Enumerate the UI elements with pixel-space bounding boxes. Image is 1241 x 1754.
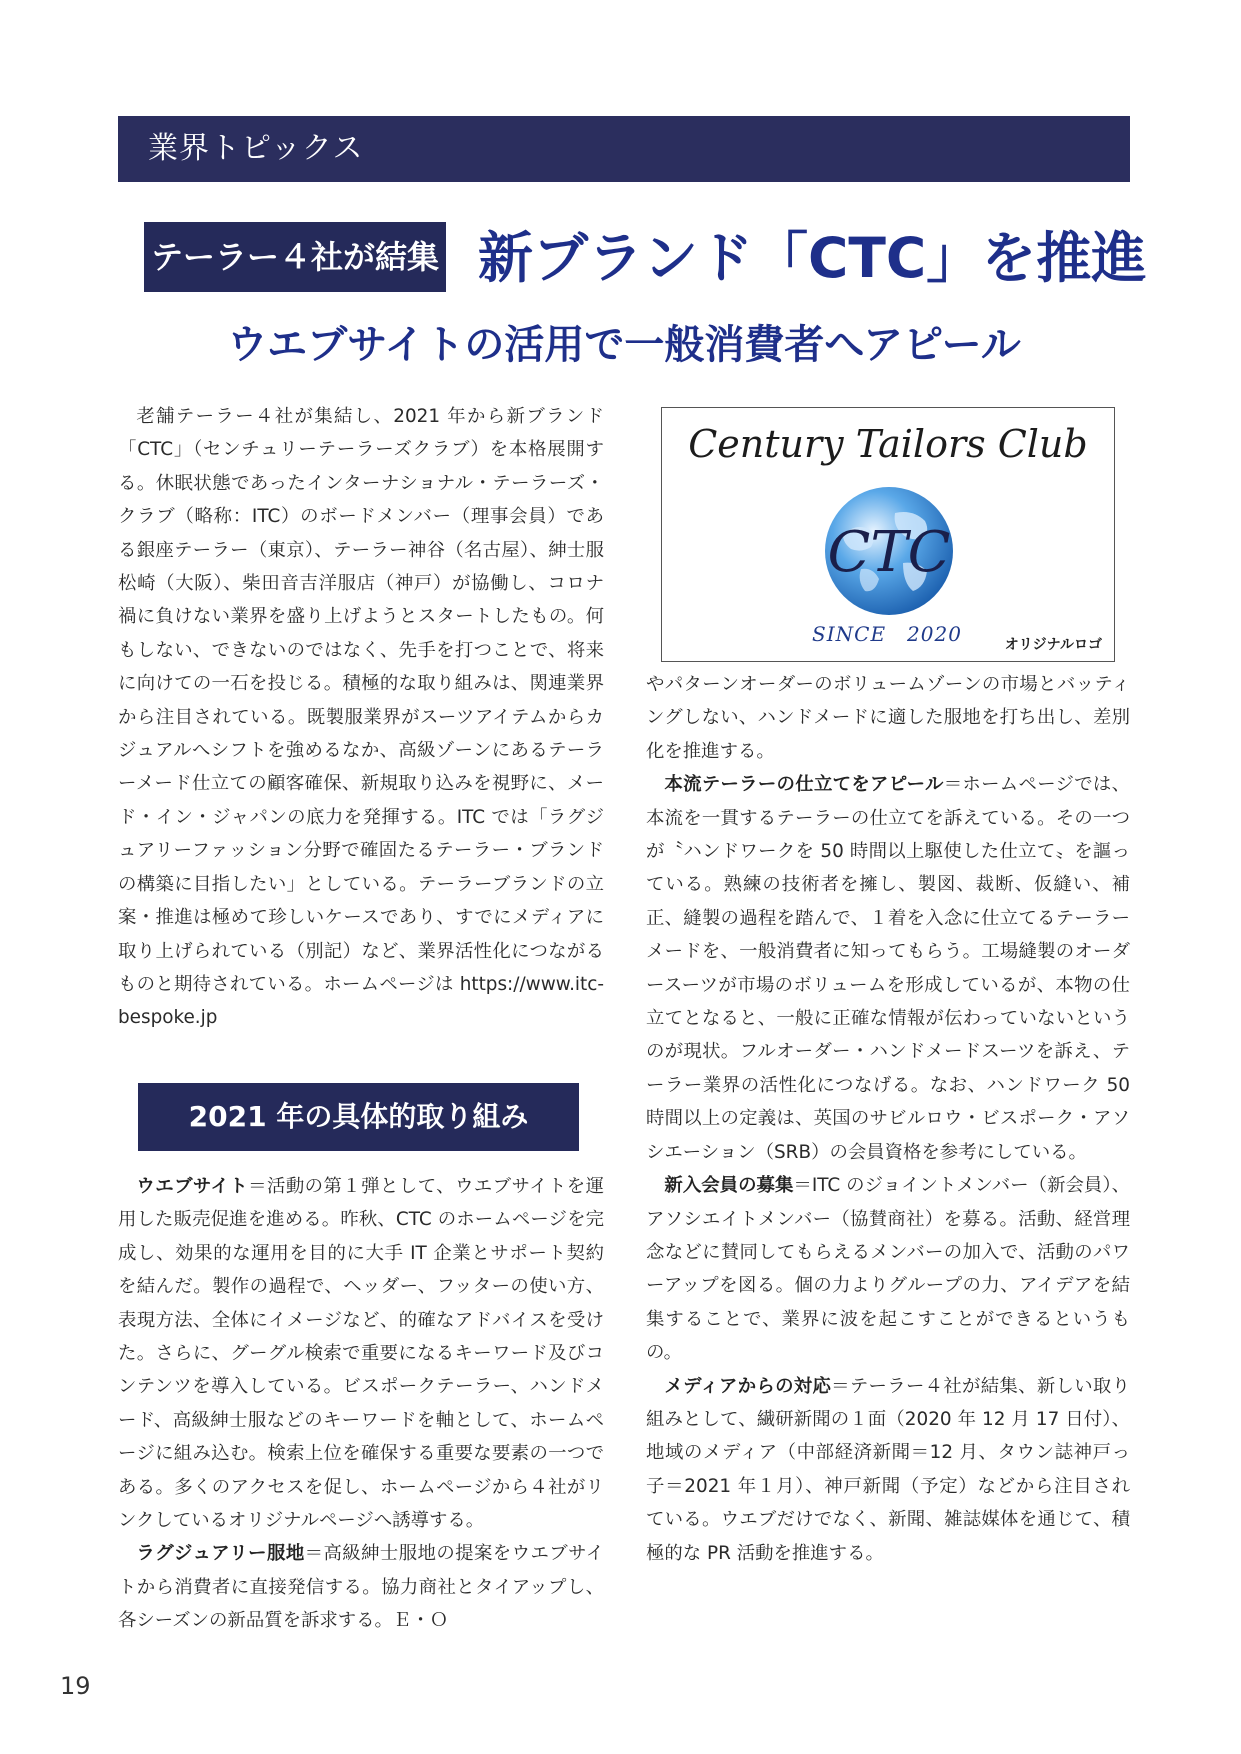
section-heading: ウエブサイト <box>136 1176 249 1197</box>
section-luxury-fabric <box>118 1537 604 1637</box>
section-body: ＝テーラー４社が結集、新しい取り組みとして、繊研新聞の１面（2020 年 12 月 17 日付）、地域のメディア（中部経済新聞＝12 月、タウン誌神戸っ子＝2021 年１月）、神戸新聞（予定）などから注目されている。ウエブだけでなく、新聞、雑誌媒体を通じて、積極的な PR 活動を推進する。 <box>646 1375 1130 1564</box>
logo-caption: オリジナルロゴ <box>1004 637 1102 653</box>
section-body: ＝高級紳士服地の提案をウエブサイトから消費者に直接発信する。協力商社とタイアップし、各シーズンの新品質を訴求する。Ｅ・Ｏ <box>118 1543 604 1632</box>
section-heading: 新入会員の募集 <box>664 1175 794 1197</box>
logo-since: SINCE 2020 <box>812 622 962 646</box>
section-tailoring <box>646 768 1130 1169</box>
section-body: ＝ホームページでは、本流を一貫するテーラーの仕立てを訴えている。その一つが〝ハンドワークを 50 時間以上駆使した仕立て〟を謳っている。熟練の技術者を擁し、製図、裁断、仮縫い、補正、縫製の過程を踏んで、１着を入念に仕立てるテーラーメードを、一般消費者に知ってもらう。工場縫製のオーダースーツが市場のボリュームを形成しているが、本物の仕立てとなると、一般に正確な情報が伝わっていないというのが現状。フルオーダー・ハンドメードスーツを訴え、テーラー業界の活性化につなげる。なお、ハンドワーク 50 時間以上の定義は、英国のサビルロウ・ビスポーク・アソシエーション（SRB）の会員資格を参考にしている。 <box>646 774 1130 1163</box>
logo-title: Century Tailors Club <box>688 422 1088 466</box>
logo-monogram: CTC <box>827 520 951 585</box>
section-website <box>118 1170 604 1537</box>
intro-paragraph: 老舗テーラー４社が集結し、2021 年から新ブランド「CTC」（センチュリーテーラーズクラブ）を本格展開する。休眠状態であったインターナショナル・テーラーズ・クラブ（略称：ITC）のボードメンバー（理事会員）である銀座テーラー（東京）、テーラー神谷（名古屋）、紳士服松崎（大阪）、柴田音吉洋服店（神戸）が協働し、コロナ禍に負けない業界を盛り上げようとスタートしたもの。何もしない、できないのではなく、先手を打つことで、将来に向けての一石を投じる。積極的な取り組みは、関連業界から注目されている。既製服業界がスーツアイテムからカジュアルへシフトを強めるなか、高級ゾーンにあるテーラーメード仕立ての顧客確保、新規取り込みを視野に、メード・イン・ジャパンの底力を発揮する。ITC では「ラグジュアリーファッション分野で確固たるテーラー・ブランドの構築に目指したい」としている。テーラーブランドの立案・推進は極めて珍しいケースであり、すでにメディアに取り上げられている（別記）など、業界活性化につながるものと期待されている。ホームページは https://www.itc-bespoke.jp <box>118 406 604 1029</box>
article-subheadline: ウエブサイトの活用で一般消費者へアピール <box>227 322 1021 368</box>
section-body: ＝活動の第１弾として、ウエブサイトを運用した販売促進を進める。昨秋、CTC のホームページを完成し、効果的な運用を目的に大手 IT 企業とサポート契約を結んだ。製作の過程で、ヘッダー、フッターの使い方、表現方法、全体にイメージなど、的確なアドバイスを受けた。さらに、グーグル検索で重要になるキーワード及びコンテンツを導入している。ビスポークテーラー、ハンドメード、高級紳士服などのキーワードを軸として、ホームページに組み込む。検索上位を確保する重要な要素の一つである。多くのアクセスを促し、ホームページから４社がリンクしているオリジナルページへ誘導する。 <box>118 1176 604 1532</box>
intro-column <box>118 400 604 1035</box>
article-tag: テーラー４社が結集 <box>144 222 446 292</box>
logo-figure <box>661 407 1115 662</box>
section-new-members <box>646 1169 1130 1369</box>
section-heading: ラグジュアリー服地 <box>136 1543 305 1565</box>
section-body: やパターンオーダーのボリュームゾーンの市場とバッティングしない、ハンドメードに適した服地を打ち出し、差別化を推進する。 <box>646 674 1130 762</box>
sub-section-title: 2021 年の具体的取り組み <box>138 1083 579 1151</box>
section-heading: メディアからの対応 <box>664 1375 832 1397</box>
section-media <box>646 1370 1130 1570</box>
section-band <box>118 116 1130 182</box>
page-number: 19 <box>60 1672 91 1700</box>
section-body: ＝ITC のジョイントメンバー（新会員）、アソシエイトメンバー（協賛商社）を募る。活動、経営理念などに賛同してもらえるメンバーの加入で、活動のパワーアップを図る。個の力よりグループの力、アイデアを結集することで、業界に波を起こすことができるというもの。 <box>646 1175 1130 1364</box>
article-headline: 新ブランド「CTC」を推進 <box>478 226 1147 290</box>
section-continuation <box>646 668 1130 768</box>
left-column-sections <box>118 1170 604 1638</box>
section-label: 業界トピックス <box>148 131 364 166</box>
right-column <box>646 668 1130 1570</box>
globe-icon <box>821 483 957 619</box>
section-heading: 本流テーラーの仕立てをアピール <box>664 774 944 796</box>
